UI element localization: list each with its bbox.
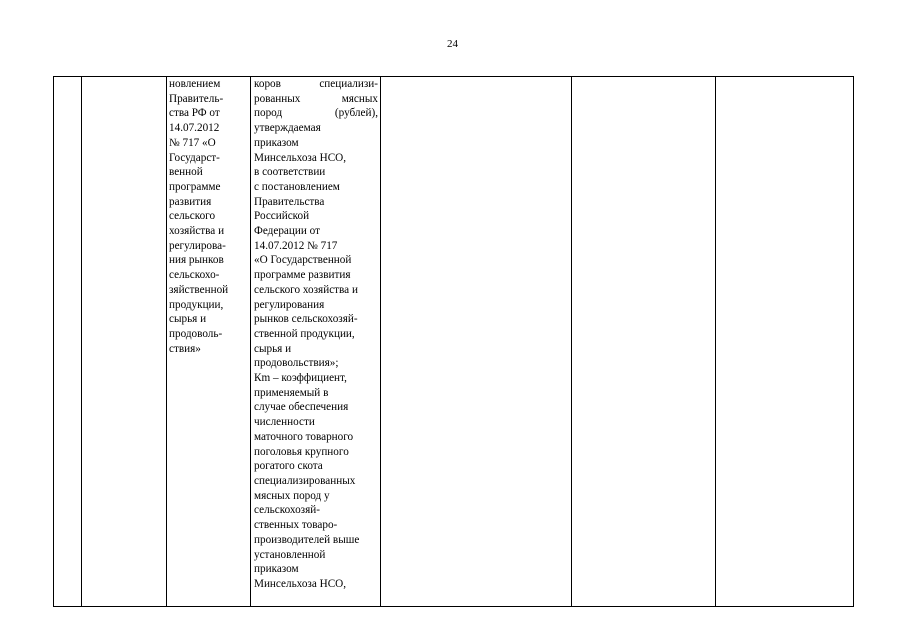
text-line: ственных товаро-: [254, 519, 338, 532]
text-line: сельскохозяй-: [254, 504, 320, 517]
text-line: поголовья крупного: [254, 445, 349, 458]
text-line: мясных пород у: [254, 489, 330, 502]
text-line: специализированных: [254, 474, 356, 487]
text-line: регулирова-: [169, 239, 226, 252]
text-line: продоволь-: [169, 327, 223, 340]
text-line: маточного товарного: [254, 430, 354, 443]
text-line: Российской: [254, 210, 310, 223]
text-line: установленной: [254, 548, 326, 561]
text-line: ственной продукции,: [254, 327, 355, 340]
table-cell-legal-basis: [167, 77, 251, 607]
text-line: случае обеспечения: [254, 401, 349, 414]
text-line: развития: [169, 195, 212, 208]
text-line: приказом: [254, 563, 299, 576]
text-line: коров специализи-: [254, 78, 378, 90]
text-line: Кm – коэффициент,: [254, 372, 347, 385]
table-cell-formula-description: [251, 77, 381, 607]
text-line: рынков сельскохозяй-: [254, 313, 358, 326]
text-line: применяемый в: [254, 386, 329, 399]
text-line: Минсельхоза НСО,: [254, 577, 347, 590]
text-line: венной: [169, 166, 203, 179]
text-line: «О Государственной: [254, 254, 352, 267]
text-line: сельского: [169, 210, 216, 223]
text-line: новлением: [169, 78, 221, 90]
text-line: сырья и: [254, 342, 292, 355]
text-line: Правитель-: [169, 92, 224, 105]
table-cell-col7: [716, 77, 854, 607]
text-line: ния рынков: [169, 254, 224, 267]
text-line: № 717 «О: [169, 136, 216, 149]
table-cell-col1: [54, 77, 82, 607]
text-line: сырья и: [169, 313, 207, 326]
text-line: ствия»: [169, 342, 201, 355]
text-line: регулирования: [254, 298, 325, 311]
text-line: численности: [254, 416, 315, 429]
table-row: [54, 77, 854, 607]
table-cell-col5: [381, 77, 572, 607]
text-line: программе: [169, 180, 221, 193]
text-line: хозяйства и: [169, 225, 225, 238]
text-line: утверждаемая: [254, 122, 321, 135]
text-line: пород (рублей),: [254, 107, 378, 120]
text-line: Минсельхоза НСО,: [254, 151, 347, 164]
text-line: Федерации от: [254, 225, 320, 238]
text-line: в соответствии: [254, 166, 326, 179]
text-line: 14.07.2012: [169, 122, 220, 135]
text-line: сельского хозяйства и: [254, 283, 358, 296]
text-line: производителей выше: [254, 533, 360, 546]
table-cell-col6: [572, 77, 716, 607]
text-line: с постановлением: [254, 180, 340, 193]
text-line: продовольствия»;: [254, 357, 339, 370]
text-line: Правительства: [254, 195, 325, 208]
page-number: 24: [447, 38, 458, 50]
text-line: рованных мясных: [254, 92, 378, 105]
text-line: ства РФ от: [169, 107, 220, 120]
text-line: программе развития: [254, 269, 351, 282]
document-table: [53, 76, 854, 607]
text-line: продукции,: [169, 298, 224, 311]
text-line: Государст-: [169, 151, 220, 164]
text-line: приказом: [254, 136, 299, 149]
text-line: 14.07.2012 № 717: [254, 239, 338, 252]
table-cell-col2: [82, 77, 167, 607]
text-line: зяйственной: [169, 283, 229, 296]
text-line: сельскохо-: [169, 269, 220, 282]
text-line: рогатого скота: [254, 460, 323, 473]
